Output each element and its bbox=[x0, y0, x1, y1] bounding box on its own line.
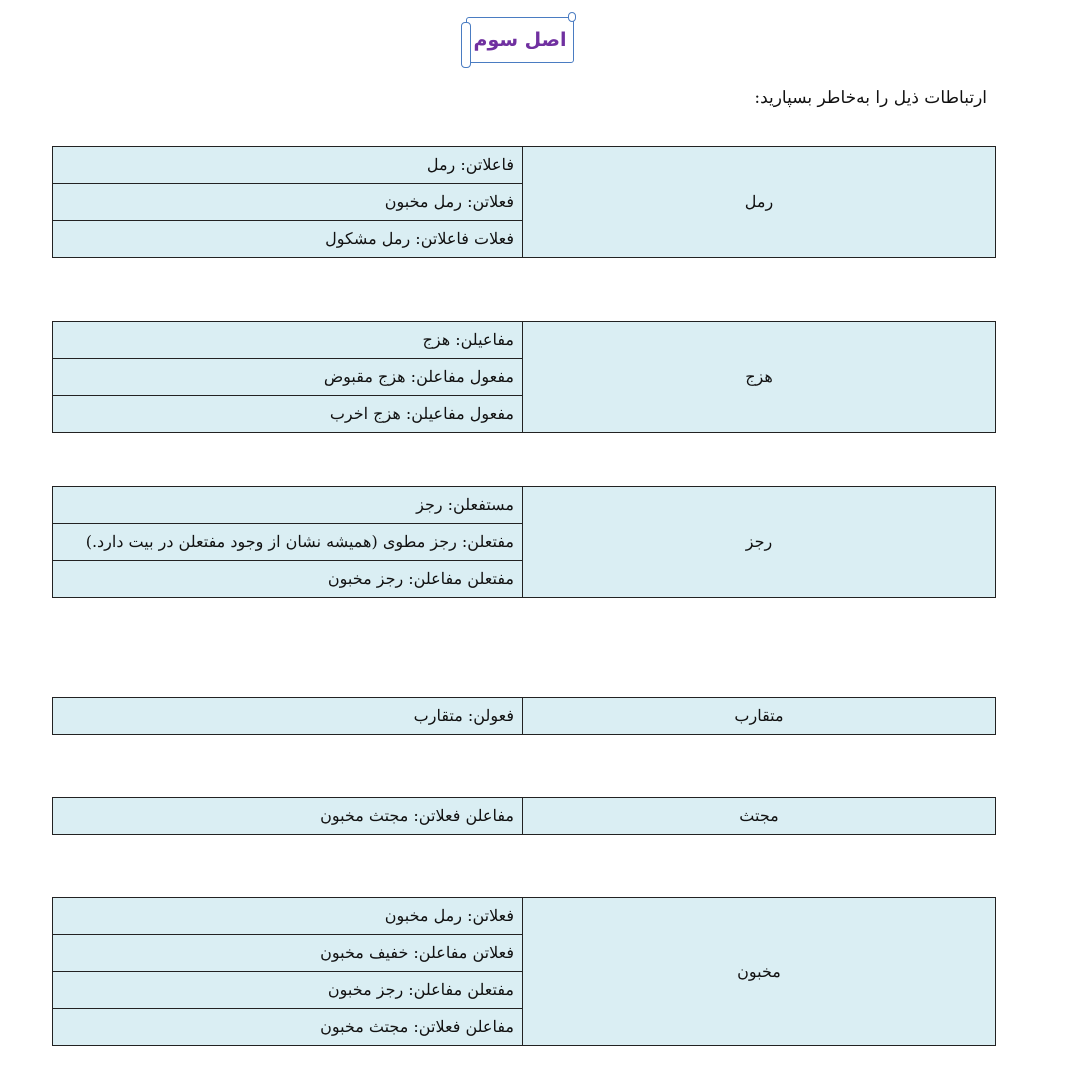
table-row bbox=[53, 898, 996, 935]
section-title: اصل سوم bbox=[473, 29, 567, 51]
table-row bbox=[53, 798, 996, 835]
pattern-cell: مفتعلن: رجز مطوی (همیشه نشان از وجود مفتعلن در بیت دارد.) bbox=[53, 524, 523, 561]
pattern-cell: فعلاتن: رمل مخبون bbox=[53, 898, 523, 935]
title-scroll-banner bbox=[466, 17, 574, 63]
pattern-cell: مفاعیلن: هزج bbox=[53, 322, 523, 359]
pattern-cell: فعلاتن مفاعلن: خفیف مخبون bbox=[53, 935, 523, 972]
pattern-cell: فاعلاتن: رمل bbox=[53, 147, 523, 184]
meter-table bbox=[52, 897, 996, 1046]
meter-name-cell: مخبون bbox=[523, 898, 996, 1046]
pattern-cell: مستفعلن: رجز bbox=[53, 487, 523, 524]
pattern-cell: فعولن: متقارب bbox=[53, 698, 523, 735]
pattern-cell: مفعول مفاعیلن: هزج اخرب bbox=[53, 396, 523, 433]
pattern-cell: مفاعلن فعلاتن: مجتث مخبون bbox=[53, 1009, 523, 1046]
meter-table bbox=[52, 486, 996, 598]
meter-table bbox=[52, 321, 996, 433]
meter-name-cell: هزج bbox=[523, 322, 996, 433]
pattern-cell: مفتعلن مفاعلن: رجز مخبون bbox=[53, 561, 523, 598]
pattern-cell: مفعول مفاعلن: هزج مقبوض bbox=[53, 359, 523, 396]
meter-name-cell: رجز bbox=[523, 487, 996, 598]
meter-name-cell: متقارب bbox=[523, 698, 996, 735]
pattern-cell: فعلاتن: رمل مخبون bbox=[53, 184, 523, 221]
intro-text: ارتباطات ذیل را به‌خاطر بسپارید: bbox=[754, 88, 987, 108]
meter-table bbox=[52, 797, 996, 835]
meter-name-cell: مجتث bbox=[523, 798, 996, 835]
meter-table bbox=[52, 146, 996, 258]
table-row bbox=[53, 487, 996, 524]
table-row bbox=[53, 147, 996, 184]
table-row bbox=[53, 698, 996, 735]
meter-table bbox=[52, 697, 996, 735]
pattern-cell: فعلات فاعلاتن: رمل مشکول bbox=[53, 221, 523, 258]
pattern-cell: مفاعلن فعلاتن: مجتث مخبون bbox=[53, 798, 523, 835]
pattern-cell: مفتعلن مفاعلن: رجز مخبون bbox=[53, 972, 523, 1009]
meter-name-cell: رمل bbox=[523, 147, 996, 258]
table-row bbox=[53, 322, 996, 359]
